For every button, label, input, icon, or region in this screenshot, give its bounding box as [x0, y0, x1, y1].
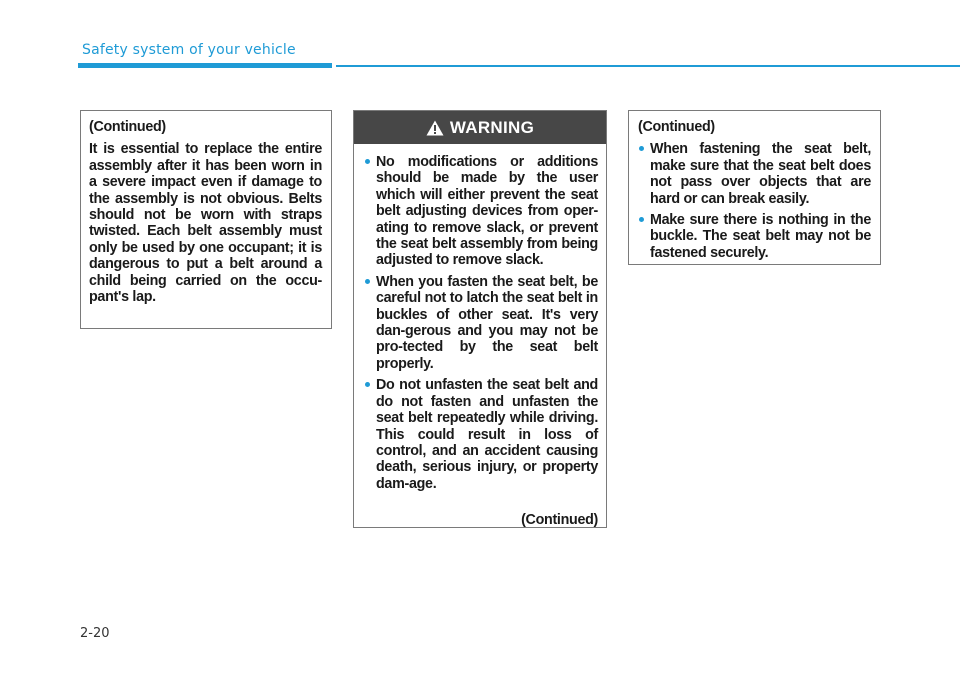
page-number: 2-20 — [80, 626, 110, 641]
right-bullet-list — [638, 141, 871, 261]
list-item: Make sure there is nothing in the buckle. The seat belt may not be fastened securely. — [638, 212, 871, 261]
warning-bullet-list — [364, 154, 598, 492]
warning-triangle-icon — [426, 120, 444, 136]
warning-title: WARNING — [449, 117, 535, 137]
list-item: When you fasten the seat belt, be careful not to latch the seat belt in buckles of other seat. It's very dan-gerous and you may not be pro-tected by the seat belt properly. — [364, 274, 598, 372]
warning-continued-label: (Continued) — [521, 512, 598, 529]
header-rule-thin — [336, 65, 960, 67]
continued-note-box — [80, 110, 332, 329]
continued-heading: (Continued) — [89, 119, 166, 135]
continued-paragraph: It is essential to replace the entire assembly after it has been worn in a severe impact even if damage to the assembly is not obvious. Belts should not be worn with straps twisted. Each belt assembly must only be used by one occupant; it is dangerous to put a belt around a child being carried on the occu-pant's lap. — [89, 141, 322, 306]
warning-box — [353, 110, 607, 528]
continued-heading: (Continued) — [638, 119, 715, 135]
bullet-dot-icon — [365, 382, 370, 387]
header-rule-thick — [78, 63, 332, 68]
list-item: Do not unfasten the seat belt and do not fasten and unfasten the seat belt repeatedly while driving. This could result in loss of control, and an accident causing death, serious injury, or property dam-age. — [364, 377, 598, 492]
warning-header — [354, 111, 606, 144]
section-title: Safety system of your vehicle — [82, 42, 296, 58]
bullet-dot-icon — [639, 217, 644, 222]
list-item: No modifications or additions should be made by the user which will either prevent the seat belt adjusting devices from oper-ating to remove slack, or prevent the seat belt assembly from being adjusted to remove slack. — [364, 154, 598, 269]
continued-bullets-box — [628, 110, 881, 265]
list-item: When fastening the seat belt, make sure that the seat belt does not pass over objects that are hard or can break easily. — [638, 141, 871, 207]
bullet-dot-icon — [365, 159, 370, 164]
bullet-dot-icon — [365, 279, 370, 284]
bullet-dot-icon — [639, 146, 644, 151]
